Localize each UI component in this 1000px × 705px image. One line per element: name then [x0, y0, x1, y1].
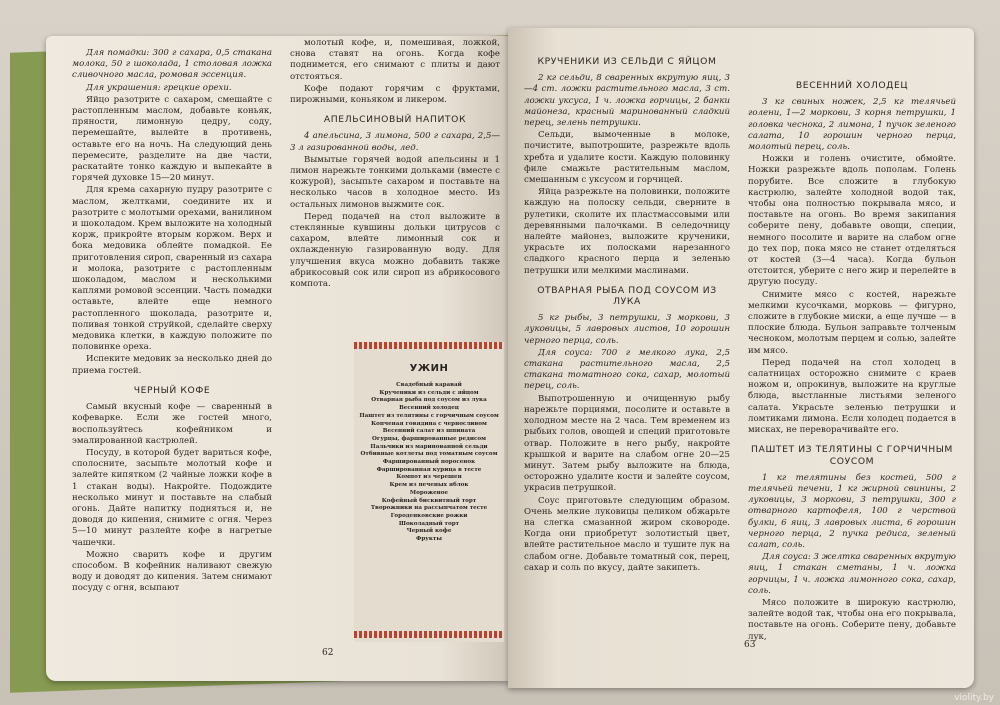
ingredients: 3 кг свиных ножек, 2,5 кг телячьей голени, 1—2 моркови, 3 корня петрушки, 1 головка чеснока, 2 лимона, 1 пучок зеленого салата, 10 горошин черного перца, молотый перец, соль. — [748, 97, 956, 153]
menu-title: УЖИН — [409, 363, 449, 374]
page-number-right: 63 — [744, 640, 756, 650]
menu-item: Творожники на рассыпчатом тесте — [370, 505, 488, 512]
paragraph: Для украшения: грецкие орехи. — [86, 82, 232, 93]
left-column-2 — [290, 38, 500, 291]
left-page — [46, 36, 510, 681]
paragraph: Выпотрошенную и очищенную рыбу нарежьте порциями, посолите и оставьте в холодном месте на 2 часа. Тем временем из рыбьих голов, овощей и специй приготовьте отвар. Положите в него рыбу, накройте крышкой и варите на слабом огне 20—25 минут. Затем рыбу выложите на блюда, осторожно удалите кости и залейте соусом, украсив петрушкой. — [524, 393, 730, 494]
paragraph: Сельди, вымоченные в молоке, почистите, выпотрошите, разрежьте вдоль хребта и удалите кости. Каждую половинку филе смажьте растительным маслом, смешанным с уксусом и горчицей. — [524, 130, 730, 186]
paragraph: Соус приготовьте следующим образом. Очень мелкие луковицы целиком обжарьте на слегка смазанной жиром сковороде. Когда они приобретут золотистый цвет, влейте растительное масло и тушите лук на слабом огне. Добавьте томатный сок, перец, сахар и соль по вкусу, дайте закипеть. — [524, 495, 730, 573]
ingredients: 4 апельсина, 3 лимона, 500 г сахара, 2,5—3 л газированной воды, лед. — [290, 131, 500, 153]
dinner-menu-box — [354, 342, 504, 642]
decorative-border-bottom — [354, 631, 504, 638]
heading-herring-rolls: КРУЧЕНИКИ ИЗ СЕЛЬДИ С ЯЙЦОМ — [537, 56, 717, 67]
paragraph: молотый кофе, и, помешивая, ложкой, снова ставят на огонь. Когда кофе поднимется, его снимают с плиты и дают отстояться. — [290, 38, 500, 82]
sauce-ingredients: Для соуса: 3 желтка сваренных вкрутую яиц, 1 стакан сметаны, 1 ч. ложка горчицы, 1 ч. ложка лимонного сока, сахар, соль. — [748, 552, 956, 596]
menu-item: Крем из печеных яблок — [389, 482, 469, 489]
menu-item: Весенний салат из шпината — [382, 428, 476, 435]
menu-item: Пальчики из маринованной сельди — [370, 443, 488, 450]
paragraph: Самый вкусный кофе — сваренный в кофеварке. Если же гостей много, воспользуйтесь кофейником и эмалированной кастрюлей. — [72, 402, 272, 446]
paragraph: Ножки и голень очистите, обмойте. Ножки разрежьте вдоль пополам. Голень порубите. Все сложите в глубокую кастрюлю, залейте холодной водой так, чтобы она полностью покрывала мясо, и поставьте на огонь. Во время закипания соберите пену, добавьте овощи, специи, немного посолите и варите на слабом огне до тех пор, пока мясо не станет отделяться от костей (3—4 часа). Когда бульон отстоится, уберите с него жир и перелейте в другую посуду. — [748, 154, 956, 288]
paragraph: Яйца разрежьте на половинки, положите каждую на полоску сельди, сверните в рулетики, сколите их пластмассовыми или деревянными палочками. В селедочницу налейте майонез, выложите крученики, украсьте их полосками нарезанного сладкого красного перца и зеленью петрушки или мелкими маслинами. — [524, 187, 730, 276]
heading-spring-aspic: ВЕСЕННИЙ ХОЛОДЕЦ — [795, 80, 909, 91]
menu-item: Отварная рыба под соусом из лука — [371, 397, 487, 404]
paragraph: Мясо положите в широкую кастрюлю, залейте водой так, чтобы она его покрывала, поставьте на огонь. Соберите пену, добавьте лук, — [748, 597, 956, 642]
menu-item: Свадебный каравай — [396, 382, 462, 388]
ingredients: 5 кг рыбы, 3 петрушки, 3 моркови, 3 луковицы, 5 лавровых листов, 10 горошин черного перца, соль. — [524, 313, 730, 346]
menu-item: Копченая говядина с черносливом — [371, 420, 487, 427]
sauce-ingredients: Для соуса: 700 г мелкого лука, 2,5 стакана растительного масла, 2,5 стакана томатного сока, сахар, молотый перец, соль. — [524, 347, 730, 392]
menu-item: Паштет из телятины с горчичным соусом — [359, 412, 499, 419]
paragraph: Для помадки: 300 г сахара, 0,5 стакана молока, 50 г шоколада, 1 столовая ложка сливочного масла, ромовая эссенция. — [72, 48, 272, 81]
paragraph: Перед подачей на стол холодец в салатницах осторожно снимите с краев ножом и, опрокинув, выложите на круглые блюда, выстланные листьями зеленого салата. Украсьте зеленью петрушки и ломтиками лимона. Если холодец подается в мисках, не переворачивайте его. — [748, 357, 956, 436]
menu-item: Черный кофе — [406, 528, 452, 535]
menu-item: Огурцы, фаршированные редисом — [372, 435, 486, 442]
heading-veal-pate: ПАШТЕТ ИЗ ТЕЛЯТИНЫ С ГОРЧИЧНЫМ СОУСОМ — [751, 444, 953, 467]
menu-item: Компот из черешен — [396, 474, 462, 481]
book-spread — [46, 28, 974, 693]
menu-item: Фрукты — [416, 536, 442, 543]
heading-black-coffee: ЧЕРНЫЙ КОФЕ — [133, 384, 211, 396]
heading-orange-drink: АПЕЛЬСИНОВЫЙ НАПИТОК — [323, 114, 467, 126]
paragraph: Можно сварить кофе и другим способом. В кофейник наливают свежую воду и доводят до кипения. Затем снимают посуду с огня, всыпают — [72, 549, 272, 594]
heading-boiled-fish: ОТВАРНАЯ РЫБА ПОД СОУСОМ ИЗ ЛУКА — [537, 284, 717, 308]
menu-item: Отбивные котлеты под томатным соусом — [360, 451, 498, 458]
paragraph: Для крема сахарную пудру разотрите с маслом, желтками, соедините их и разотрите с молотыми орехами, ванилином и шоколадом. Крем выложите на холодный корж, прикройте вторым коржом. Верх и бока медовика облейте помадкой. Ее приготовления сироп, сваренный из сахара и молока, разотрите с растопленным шоколадом, маслом и несколькими каплями ромовой эссенции. Часть помадки оставьте, влейте еще немного растопленного шоколада, разотрите и, поливая тонкой струйкой, сделайте сверху медовика клетки, в каждую положите по половинке ореха. — [72, 185, 272, 353]
paragraph: Яйцо разотрите с сахаром, смешайте с растопленным маслом, добавьте коньяк, пряности, лимонную цедру, соду, перемешайте, вылейте в противень, оставьте его на ночь. На следующий день перемесите, разделите на две части, раскатайте тонко каждую и выпекайте в горячей духовке 15—20 минут. — [72, 94, 272, 184]
page-number-left: 62 — [322, 648, 334, 658]
right-column-1 — [524, 48, 730, 575]
paragraph: Кофе подают горячим с фруктами, пирожными, коньяком и ликером. — [290, 83, 500, 106]
menu-item: Фаршированный поросенок — [382, 459, 476, 466]
right-page — [508, 28, 974, 688]
paragraph: Перед подачей на стол выложите в стеклянные кувшины дольки цитрусов с сахаром, влейте лимонный сок и охлажденную газированную воду. Для улучшения вкуса можно добавить также абрикосовый сок или сироп из абрикосового компота. — [290, 211, 500, 290]
paragraph: Посуду, в которой будет вариться кофе, сполосните, засыпьте молотый кофе и залейте кипятком (2 чайные ложки кофе в 1 стакан воды). Накройте. Подождите несколько минут и поставьте на слабый огонь. Дайте напитку подняться и, не доводя до кипения, снимите с огня. Через 5—10 минут разлейте кофе в нагретые чашечки. — [72, 447, 272, 548]
menu-item: Крученики из сельди с яйцом — [379, 389, 479, 396]
left-column-1 — [72, 48, 272, 596]
menu-item: Фаршированная курица в тесте — [376, 466, 482, 473]
paragraph: Вымытые горячей водой апельсины и 1 лимон нарежьте тонкими дольками (вместе с кожурой), засыпьте сахаром и поставьте на несколько часов в холодное место. Из остальных лимонов выжмите сок. — [290, 154, 500, 210]
watermark: violity.by — [954, 693, 994, 703]
decorative-border-top — [354, 342, 504, 349]
menu-item: Городенковские рожки — [390, 512, 468, 519]
right-column-2 — [748, 72, 956, 644]
menu-item: Шоколадный торт — [398, 520, 460, 527]
menu-list — [354, 382, 504, 544]
ingredients: 1 кг телятины без костей, 500 г телячьей печени, 1 кг жирной свинины, 2 луковицы, 3 моркови, 3 петрушки, 300 г отварного картофеля, 100 г черствой булки, 6 яиц, 3 лавровых листа, 6 горошин черного перца, 2 пучка редиса, зеленый салат, соль. — [748, 472, 956, 550]
paragraph: Снимите мясо с костей, нарежьте мелкими кусочками, морковь — фигурно, сложите в глубокие миски, а еще лучше — в плоские блюда. Бульон заправьте толченым чесноком, молотым перцем и солью, залейте им мясо. — [748, 289, 956, 356]
ingredients: 2 кг сельди, 8 сваренных вкрутую яиц, 3—4 ст. ложки растительного масла, 3 ст. ложки уксуса, 1 ч. ложка горчицы, 2 банки майонеза, красный маринованный сладкий перец, зелень петрушки. — [524, 73, 730, 129]
paragraph: Испеките медовик за несколько дней до приема гостей. — [72, 354, 272, 376]
menu-item: Мороженое — [409, 489, 449, 496]
menu-item: Весенний холодец — [399, 405, 459, 412]
menu-item: Кофейный бисквитный торт — [381, 497, 477, 504]
